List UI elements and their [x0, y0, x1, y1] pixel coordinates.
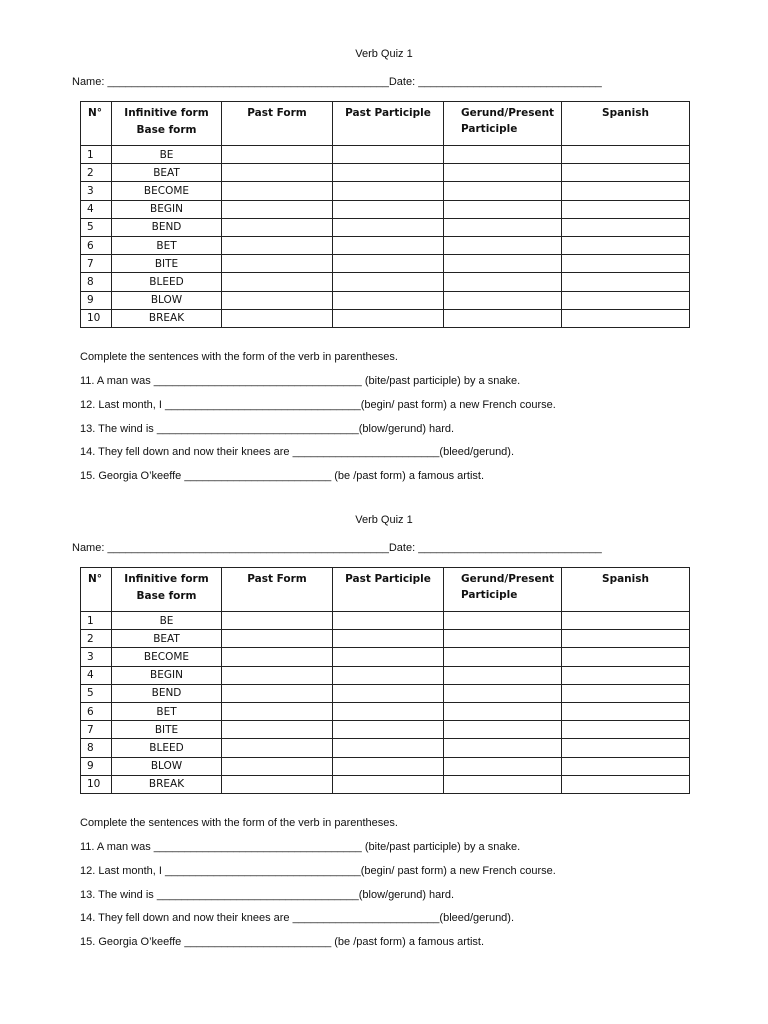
past-form-cell[interactable]: [222, 757, 333, 775]
gerund-cell[interactable]: [444, 236, 562, 254]
spanish-cell[interactable]: [562, 218, 690, 236]
spanish-cell[interactable]: [562, 291, 690, 309]
row-number-cell: 7: [81, 721, 112, 739]
sentence-item: 13. The wind is _________________________________(blow/gerund) hard.: [80, 888, 455, 901]
table-row: [81, 775, 690, 793]
sentence-list: [80, 375, 556, 494]
past-participle-cell[interactable]: [333, 182, 444, 200]
row-number-cell: 4: [81, 666, 112, 684]
header-gerund-line2: Participle: [461, 589, 518, 601]
gerund-cell[interactable]: [444, 648, 562, 666]
row-number-cell: 8: [81, 273, 112, 291]
past-participle-cell[interactable]: [333, 630, 444, 648]
spanish-cell[interactable]: [562, 775, 690, 793]
gerund-cell[interactable]: [444, 757, 562, 775]
row-number-cell: 1: [81, 612, 112, 630]
past-form-cell[interactable]: [222, 666, 333, 684]
infinitive-cell: BITE: [112, 255, 222, 273]
past-form-cell[interactable]: [222, 648, 333, 666]
row-number-cell: 10: [81, 309, 112, 327]
past-form-cell[interactable]: [222, 630, 333, 648]
gerund-cell[interactable]: [444, 666, 562, 684]
infinitive-cell: BITE: [112, 721, 222, 739]
verb-rows: [81, 612, 690, 794]
infinitive-cell: BREAK: [112, 309, 222, 327]
past-participle-cell[interactable]: [333, 648, 444, 666]
header-infinitive: [112, 568, 222, 612]
row-number-cell: 6: [81, 702, 112, 720]
past-participle-cell[interactable]: [333, 200, 444, 218]
infinitive-cell: BE: [112, 146, 222, 164]
sentence-item: 14. They fell down and now their knees are ________________________(bleed/gerund).: [80, 912, 515, 925]
spanish-cell[interactable]: [562, 739, 690, 757]
table-row: [81, 702, 690, 720]
row-number-cell: 2: [81, 164, 112, 182]
past-form-cell[interactable]: [222, 200, 333, 218]
table-row: [81, 182, 690, 200]
header-infinitive-line2: Base form: [136, 590, 197, 602]
verb-table: [80, 101, 690, 328]
header-number: N°: [81, 568, 112, 612]
header-gerund: [444, 102, 562, 146]
table-row: [81, 236, 690, 254]
past-form-cell[interactable]: [222, 291, 333, 309]
spanish-cell[interactable]: [562, 236, 690, 254]
spanish-cell[interactable]: [562, 684, 690, 702]
gerund-cell[interactable]: [444, 218, 562, 236]
table-row: [81, 721, 690, 739]
table-row: [81, 146, 690, 164]
sentence-item: 15. Georgia O’keeffe ________________________ (be /past form) a famous artist.: [80, 470, 485, 483]
spanish-cell[interactable]: [562, 146, 690, 164]
infinitive-cell: BET: [112, 236, 222, 254]
table-row: [81, 612, 690, 630]
past-participle-cell[interactable]: [333, 291, 444, 309]
table-header-row: [81, 568, 690, 612]
sentence-item: 12. Last month, I ________________________________(begin/ past form) a new French course.: [80, 864, 556, 877]
past-form-cell[interactable]: [222, 218, 333, 236]
gerund-cell[interactable]: [444, 684, 562, 702]
header-gerund-line2: Participle: [461, 123, 518, 135]
table-row: [81, 666, 690, 684]
spanish-cell[interactable]: [562, 255, 690, 273]
table-row: [81, 739, 690, 757]
table-row: [81, 309, 690, 327]
past-participle-cell[interactable]: [333, 612, 444, 630]
table-row: [81, 200, 690, 218]
instructions: Complete the sentences with the form of the verb in parentheses.: [80, 817, 398, 829]
spanish-cell[interactable]: [562, 200, 690, 218]
gerund-cell[interactable]: [444, 630, 562, 648]
past-form-cell[interactable]: [222, 255, 333, 273]
past-form-cell[interactable]: [222, 684, 333, 702]
row-number-cell: 3: [81, 182, 112, 200]
infinitive-cell: BET: [112, 702, 222, 720]
row-number-cell: 5: [81, 684, 112, 702]
table-row: [81, 164, 690, 182]
past-participle-cell[interactable]: [333, 236, 444, 254]
gerund-cell[interactable]: [444, 612, 562, 630]
table-row: [81, 291, 690, 309]
infinitive-cell: BEND: [112, 218, 222, 236]
past-participle-cell[interactable]: [333, 684, 444, 702]
header-gerund-line1: Gerund/Present: [461, 107, 555, 119]
infinitive-cell: BEAT: [112, 164, 222, 182]
table-row: [81, 648, 690, 666]
row-number-cell: 1: [81, 146, 112, 164]
table-header-row: [81, 102, 690, 146]
quiz-title: Verb Quiz 1: [355, 48, 413, 60]
header-number: N°: [81, 102, 112, 146]
past-participle-cell[interactable]: [333, 218, 444, 236]
past-form-cell[interactable]: [222, 702, 333, 720]
past-form-cell[interactable]: [222, 775, 333, 793]
infinitive-cell: BLEED: [112, 739, 222, 757]
gerund-cell[interactable]: [444, 702, 562, 720]
gerund-cell[interactable]: [444, 721, 562, 739]
past-participle-cell[interactable]: [333, 146, 444, 164]
header-infinitive-line1: Infinitive form: [124, 573, 209, 585]
verb-table: [80, 567, 690, 794]
infinitive-cell: BEAT: [112, 630, 222, 648]
sentence-item: 12. Last month, I ________________________________(begin/ past form) a new French course.: [80, 398, 556, 411]
row-number-cell: 2: [81, 630, 112, 648]
past-participle-cell[interactable]: [333, 757, 444, 775]
spanish-cell[interactable]: [562, 630, 690, 648]
gerund-cell[interactable]: [444, 273, 562, 291]
header-infinitive-line1: Infinitive form: [124, 107, 209, 119]
table-row: [81, 684, 690, 702]
header-spanish: Spanish: [562, 568, 690, 612]
row-number-cell: 8: [81, 739, 112, 757]
past-form-cell[interactable]: [222, 612, 333, 630]
spanish-cell[interactable]: [562, 721, 690, 739]
infinitive-cell: BREAK: [112, 775, 222, 793]
infinitive-cell: BLOW: [112, 291, 222, 309]
sentence-item: 11. A man was __________________________________ (bite/past participle) by a snake.: [80, 375, 521, 387]
infinitive-cell: BECOME: [112, 648, 222, 666]
spanish-cell[interactable]: [562, 757, 690, 775]
past-form-cell[interactable]: [222, 146, 333, 164]
spanish-cell[interactable]: [562, 273, 690, 291]
past-participle-cell[interactable]: [333, 164, 444, 182]
row-number-cell: 9: [81, 291, 112, 309]
row-number-cell: 10: [81, 775, 112, 793]
row-number-cell: 5: [81, 218, 112, 236]
infinitive-cell: BEGIN: [112, 666, 222, 684]
past-form-cell[interactable]: [222, 721, 333, 739]
gerund-cell[interactable]: [444, 309, 562, 327]
spanish-cell[interactable]: [562, 182, 690, 200]
sentence-item: 13. The wind is _________________________________(blow/gerund) hard.: [80, 422, 455, 435]
infinitive-cell: BLOW: [112, 757, 222, 775]
table-row: [81, 757, 690, 775]
header-past-participle: Past Participle: [333, 568, 444, 612]
past-participle-cell[interactable]: [333, 255, 444, 273]
spanish-cell[interactable]: [562, 648, 690, 666]
past-participle-cell[interactable]: [333, 775, 444, 793]
spanish-cell[interactable]: [562, 309, 690, 327]
header-past: Past Form: [222, 568, 333, 612]
past-participle-cell[interactable]: [333, 702, 444, 720]
sentence-item: 11. A man was __________________________________ (bite/past participle) by a snake.: [80, 841, 521, 853]
row-number-cell: 7: [81, 255, 112, 273]
row-number-cell: 3: [81, 648, 112, 666]
row-number-cell: 6: [81, 236, 112, 254]
header-gerund-line1: Gerund/Present: [461, 573, 555, 585]
sentence-item: 15. Georgia O’keeffe ________________________ (be /past form) a famous artist.: [80, 936, 485, 949]
infinitive-cell: BLEED: [112, 273, 222, 291]
past-participle-cell[interactable]: [333, 666, 444, 684]
spanish-cell[interactable]: [562, 666, 690, 684]
gerund-cell[interactable]: [444, 739, 562, 757]
name-date-line: Name: ______________________________________________Date: ______________________________: [72, 76, 602, 88]
header-infinitive: [112, 102, 222, 146]
verb-rows: [81, 146, 690, 328]
past-form-cell[interactable]: [222, 164, 333, 182]
gerund-cell[interactable]: [444, 291, 562, 309]
header-spanish: Spanish: [562, 102, 690, 146]
row-number-cell: 4: [81, 200, 112, 218]
spanish-cell[interactable]: [562, 702, 690, 720]
past-form-cell[interactable]: [222, 309, 333, 327]
quiz-title: Verb Quiz 1: [355, 514, 413, 526]
row-number-cell: 9: [81, 757, 112, 775]
gerund-cell[interactable]: [444, 182, 562, 200]
past-form-cell[interactable]: [222, 182, 333, 200]
name-date-line: Name: ______________________________________________Date: ______________________________: [72, 542, 602, 554]
spanish-cell[interactable]: [562, 164, 690, 182]
past-participle-cell[interactable]: [333, 739, 444, 757]
infinitive-cell: BE: [112, 612, 222, 630]
sentence-item: 14. They fell down and now their knees are ________________________(bleed/gerund).: [80, 446, 515, 459]
header-past-participle: Past Participle: [333, 102, 444, 146]
past-participle-cell[interactable]: [333, 721, 444, 739]
gerund-cell[interactable]: [444, 775, 562, 793]
header-past: Past Form: [222, 102, 333, 146]
infinitive-cell: BECOME: [112, 182, 222, 200]
header-gerund: [444, 568, 562, 612]
infinitive-cell: BEND: [112, 684, 222, 702]
gerund-cell[interactable]: [444, 200, 562, 218]
gerund-cell[interactable]: [444, 146, 562, 164]
past-participle-cell[interactable]: [333, 273, 444, 291]
gerund-cell[interactable]: [444, 164, 562, 182]
table-row: [81, 273, 690, 291]
header-infinitive-line2: Base form: [136, 124, 197, 136]
past-form-cell[interactable]: [222, 739, 333, 757]
gerund-cell[interactable]: [444, 255, 562, 273]
past-form-cell[interactable]: [222, 236, 333, 254]
past-form-cell[interactable]: [222, 273, 333, 291]
sentence-list: [80, 841, 556, 960]
table-row: [81, 255, 690, 273]
instructions: Complete the sentences with the form of the verb in parentheses.: [80, 351, 398, 363]
infinitive-cell: BEGIN: [112, 200, 222, 218]
table-row: [81, 630, 690, 648]
table-row: [81, 218, 690, 236]
past-participle-cell[interactable]: [333, 309, 444, 327]
spanish-cell[interactable]: [562, 612, 690, 630]
